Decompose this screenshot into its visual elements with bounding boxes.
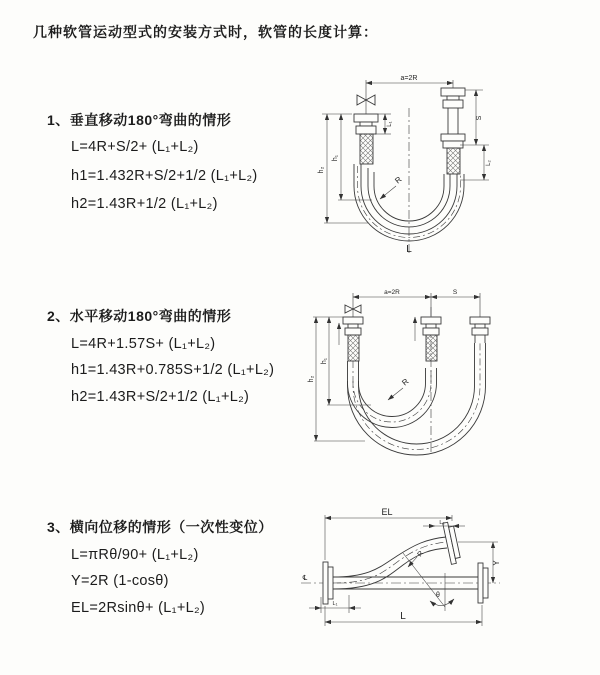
radius-label: R <box>416 549 426 559</box>
section-3-heading: 3、横向位移的情形（一次性变位） <box>47 519 273 535</box>
length-label: L <box>400 611 406 622</box>
section-2-formula-L: L=4R+1.57S+ (L₁+L₂) <box>71 336 216 352</box>
diagram-vertical-180-bend <box>308 68 578 258</box>
section-3-formula-Y: Y=2R (1-cosθ) <box>71 573 169 589</box>
dimension-lines <box>322 83 489 223</box>
pipe-fittings <box>343 293 490 361</box>
dim-span-label: a=2R <box>400 75 418 82</box>
centerline-symbol: ℄ <box>302 575 308 582</box>
dim-h1-label: h₁ <box>332 154 339 162</box>
left-flange <box>343 317 363 324</box>
pipe-flanges <box>323 521 488 604</box>
section-3-formula-EL: EL=2Rsinθ+ (L₁+L₂) <box>71 600 206 616</box>
right-flange <box>441 88 465 96</box>
middle-flange <box>421 317 441 324</box>
right-flange <box>470 317 490 324</box>
middle-hose-braid <box>426 335 437 361</box>
dim-el-label: EL <box>381 507 393 517</box>
length-label: L <box>406 244 412 255</box>
section-1-formula-h1: h1=1.432R+S/2+1/2 (L₁+L₂) <box>71 168 258 184</box>
dimension-lines <box>309 515 498 626</box>
dim-h2-label: h₂ <box>308 375 315 383</box>
left-flange <box>323 562 328 604</box>
pipe-fittings <box>354 80 465 174</box>
displaced-flange <box>443 521 462 564</box>
dim-s-label: S <box>476 115 483 121</box>
section-2-formula-h2: h2=1.43R+S/2+1/2 (L₁+L₂) <box>71 389 250 405</box>
radius-label: R <box>393 174 404 186</box>
dim-s-label: S <box>452 289 458 296</box>
dim-y-label: Y <box>492 560 501 566</box>
section-3-formula-L: L=πRθ/90+ (L₁+L₂) <box>71 547 199 563</box>
left-hose-braid <box>360 134 373 164</box>
section-1-formula-L: L=4R+S/2+ (L₁+L₂) <box>71 139 199 155</box>
section-1-formula-h2: h2=1.43R+1/2 (L₁+L₂) <box>71 196 218 212</box>
dim-l2-label: L₂ <box>439 520 445 526</box>
diagram-lateral-displacement <box>295 505 590 655</box>
section-1-heading: 1、垂直移动180°弯曲的情形 <box>47 112 232 128</box>
dim-l2-label: L₂ <box>486 160 492 166</box>
left-flange <box>354 114 378 122</box>
right-hose-braid <box>447 148 460 174</box>
section-2-heading: 2、水平移动180°弯曲的情形 <box>47 308 232 324</box>
dimension-labels <box>303 507 501 622</box>
section-2-formula-h1: h1=1.43R+0.785S+1/2 (L₁+L₂) <box>71 362 275 378</box>
dim-l1-label: L₁ <box>387 121 393 127</box>
radius-label: R <box>400 376 411 388</box>
theta-label: θ <box>436 592 440 599</box>
dim-h1-label: h₁ <box>321 357 328 365</box>
right-flange <box>478 563 483 603</box>
page-title: 几种软管运动型式的安装方式时，软管的长度计算： <box>33 24 378 40</box>
dim-span-label: a=2R <box>384 289 400 296</box>
dim-l1-label: L₁ <box>332 601 338 607</box>
dim-h2-label: h₂ <box>318 166 325 174</box>
theta-arc <box>430 599 454 606</box>
left-hose-braid <box>348 335 359 361</box>
dimension-lines <box>313 297 480 441</box>
diagram-horizontal-180-bend <box>303 283 588 463</box>
dimension-labels <box>318 75 492 255</box>
hose-u-curves <box>348 307 486 455</box>
